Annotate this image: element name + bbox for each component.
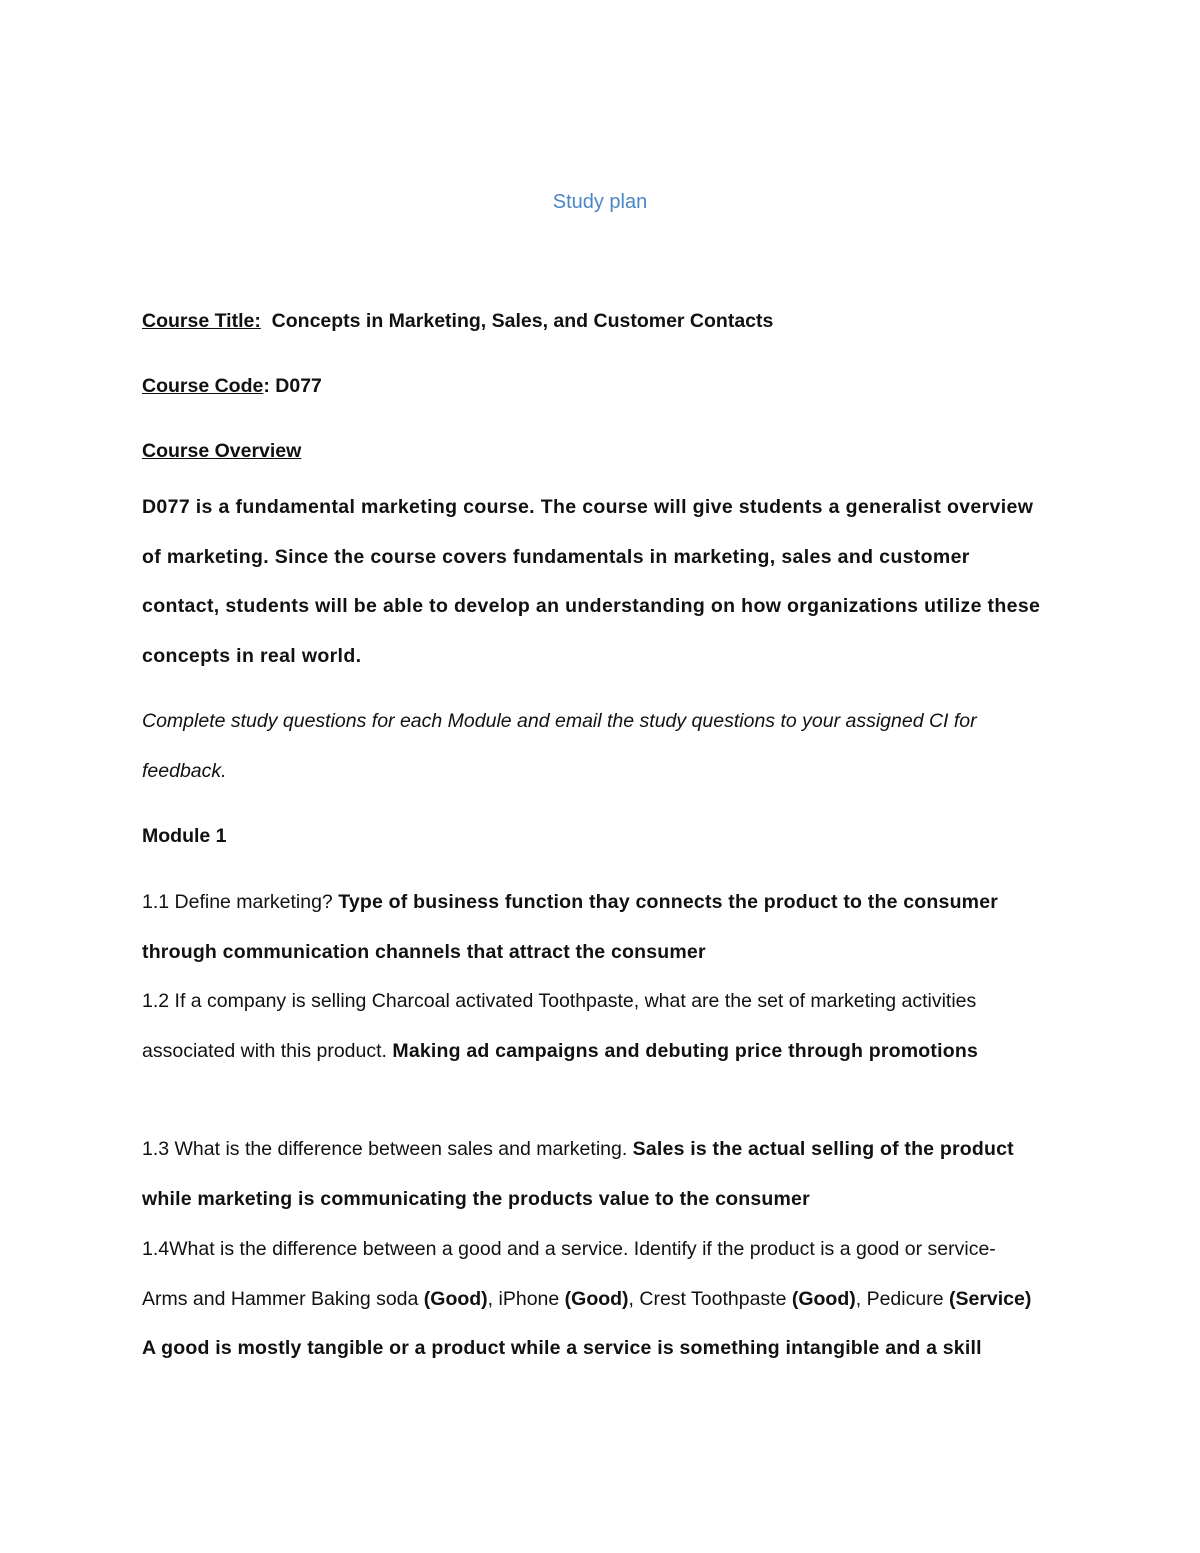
question-1-1 (142, 878, 1042, 977)
course-code-value: : D077 (263, 375, 322, 397)
answer-1-4: A good is mostly tangible or a product while a service is something intangible and a skill (142, 1337, 982, 1359)
tag-good-3: (Good) (791, 1287, 856, 1310)
course-overview-heading: Course Overview (142, 440, 302, 462)
sep-2: , Crest Toothpaste (628, 1287, 792, 1310)
tag-good-1: (Good) (423, 1287, 488, 1310)
question-1-2 (142, 977, 1042, 1076)
sep-3: , Pedicure (855, 1287, 949, 1310)
course-code-line (142, 362, 1042, 412)
course-code-label: Course Code (142, 375, 264, 397)
module-heading: Module 1 (142, 825, 227, 847)
tag-good-2: (Good) (564, 1287, 629, 1310)
tag-service: (Service) (948, 1287, 1032, 1310)
answer-1-2: Making ad campaigns and debuting price through promotions (392, 1039, 978, 1062)
question-1-2-text: 1.2 If a company is selling Charcoal activated Toothpaste, what are the set of marketing activities associated with this product. (142, 990, 977, 1062)
question-1-1-text: 1.1 Define marketing? (142, 891, 339, 913)
question-1-3-text: 1.3 What is the difference between sales and marketing. (142, 1138, 633, 1160)
sep-1: , iPhone (487, 1287, 565, 1310)
question-1-3 (142, 1125, 1042, 1224)
course-title-line (142, 297, 1042, 347)
course-title-value: Concepts in Marketing, Sales, and Customer Contacts (271, 310, 774, 332)
instruction-paragraph: Complete study questions for each Module and email the study questions to your assigned CI for feedback. (142, 710, 977, 782)
course-title-label: Course Title: (142, 310, 261, 332)
question-1-4 (142, 1225, 1042, 1374)
question-1-4-text: 1.4What is the difference between a good and a service. Identify if the product is a good or service- Arms and Hammer Baking soda (142, 1238, 996, 1310)
document-title: Study plan (552, 191, 648, 213)
course-overview-paragraph: D077 is a fundamental marketing course. The course will give students a generalist overview of marketing. Since the course covers fundamentals in marketing, sales and customer contact, students will be able to develop an understanding on how organizations utilize these concepts in real world. (142, 496, 1041, 667)
answer-1-3: Sales is the actual selling of the product while marketing is communicating the products value to the consumer (142, 1138, 1014, 1210)
answer-1-1: Type of business function thay connects the product to the consumer through communication channels that attract the consumer (142, 891, 999, 963)
